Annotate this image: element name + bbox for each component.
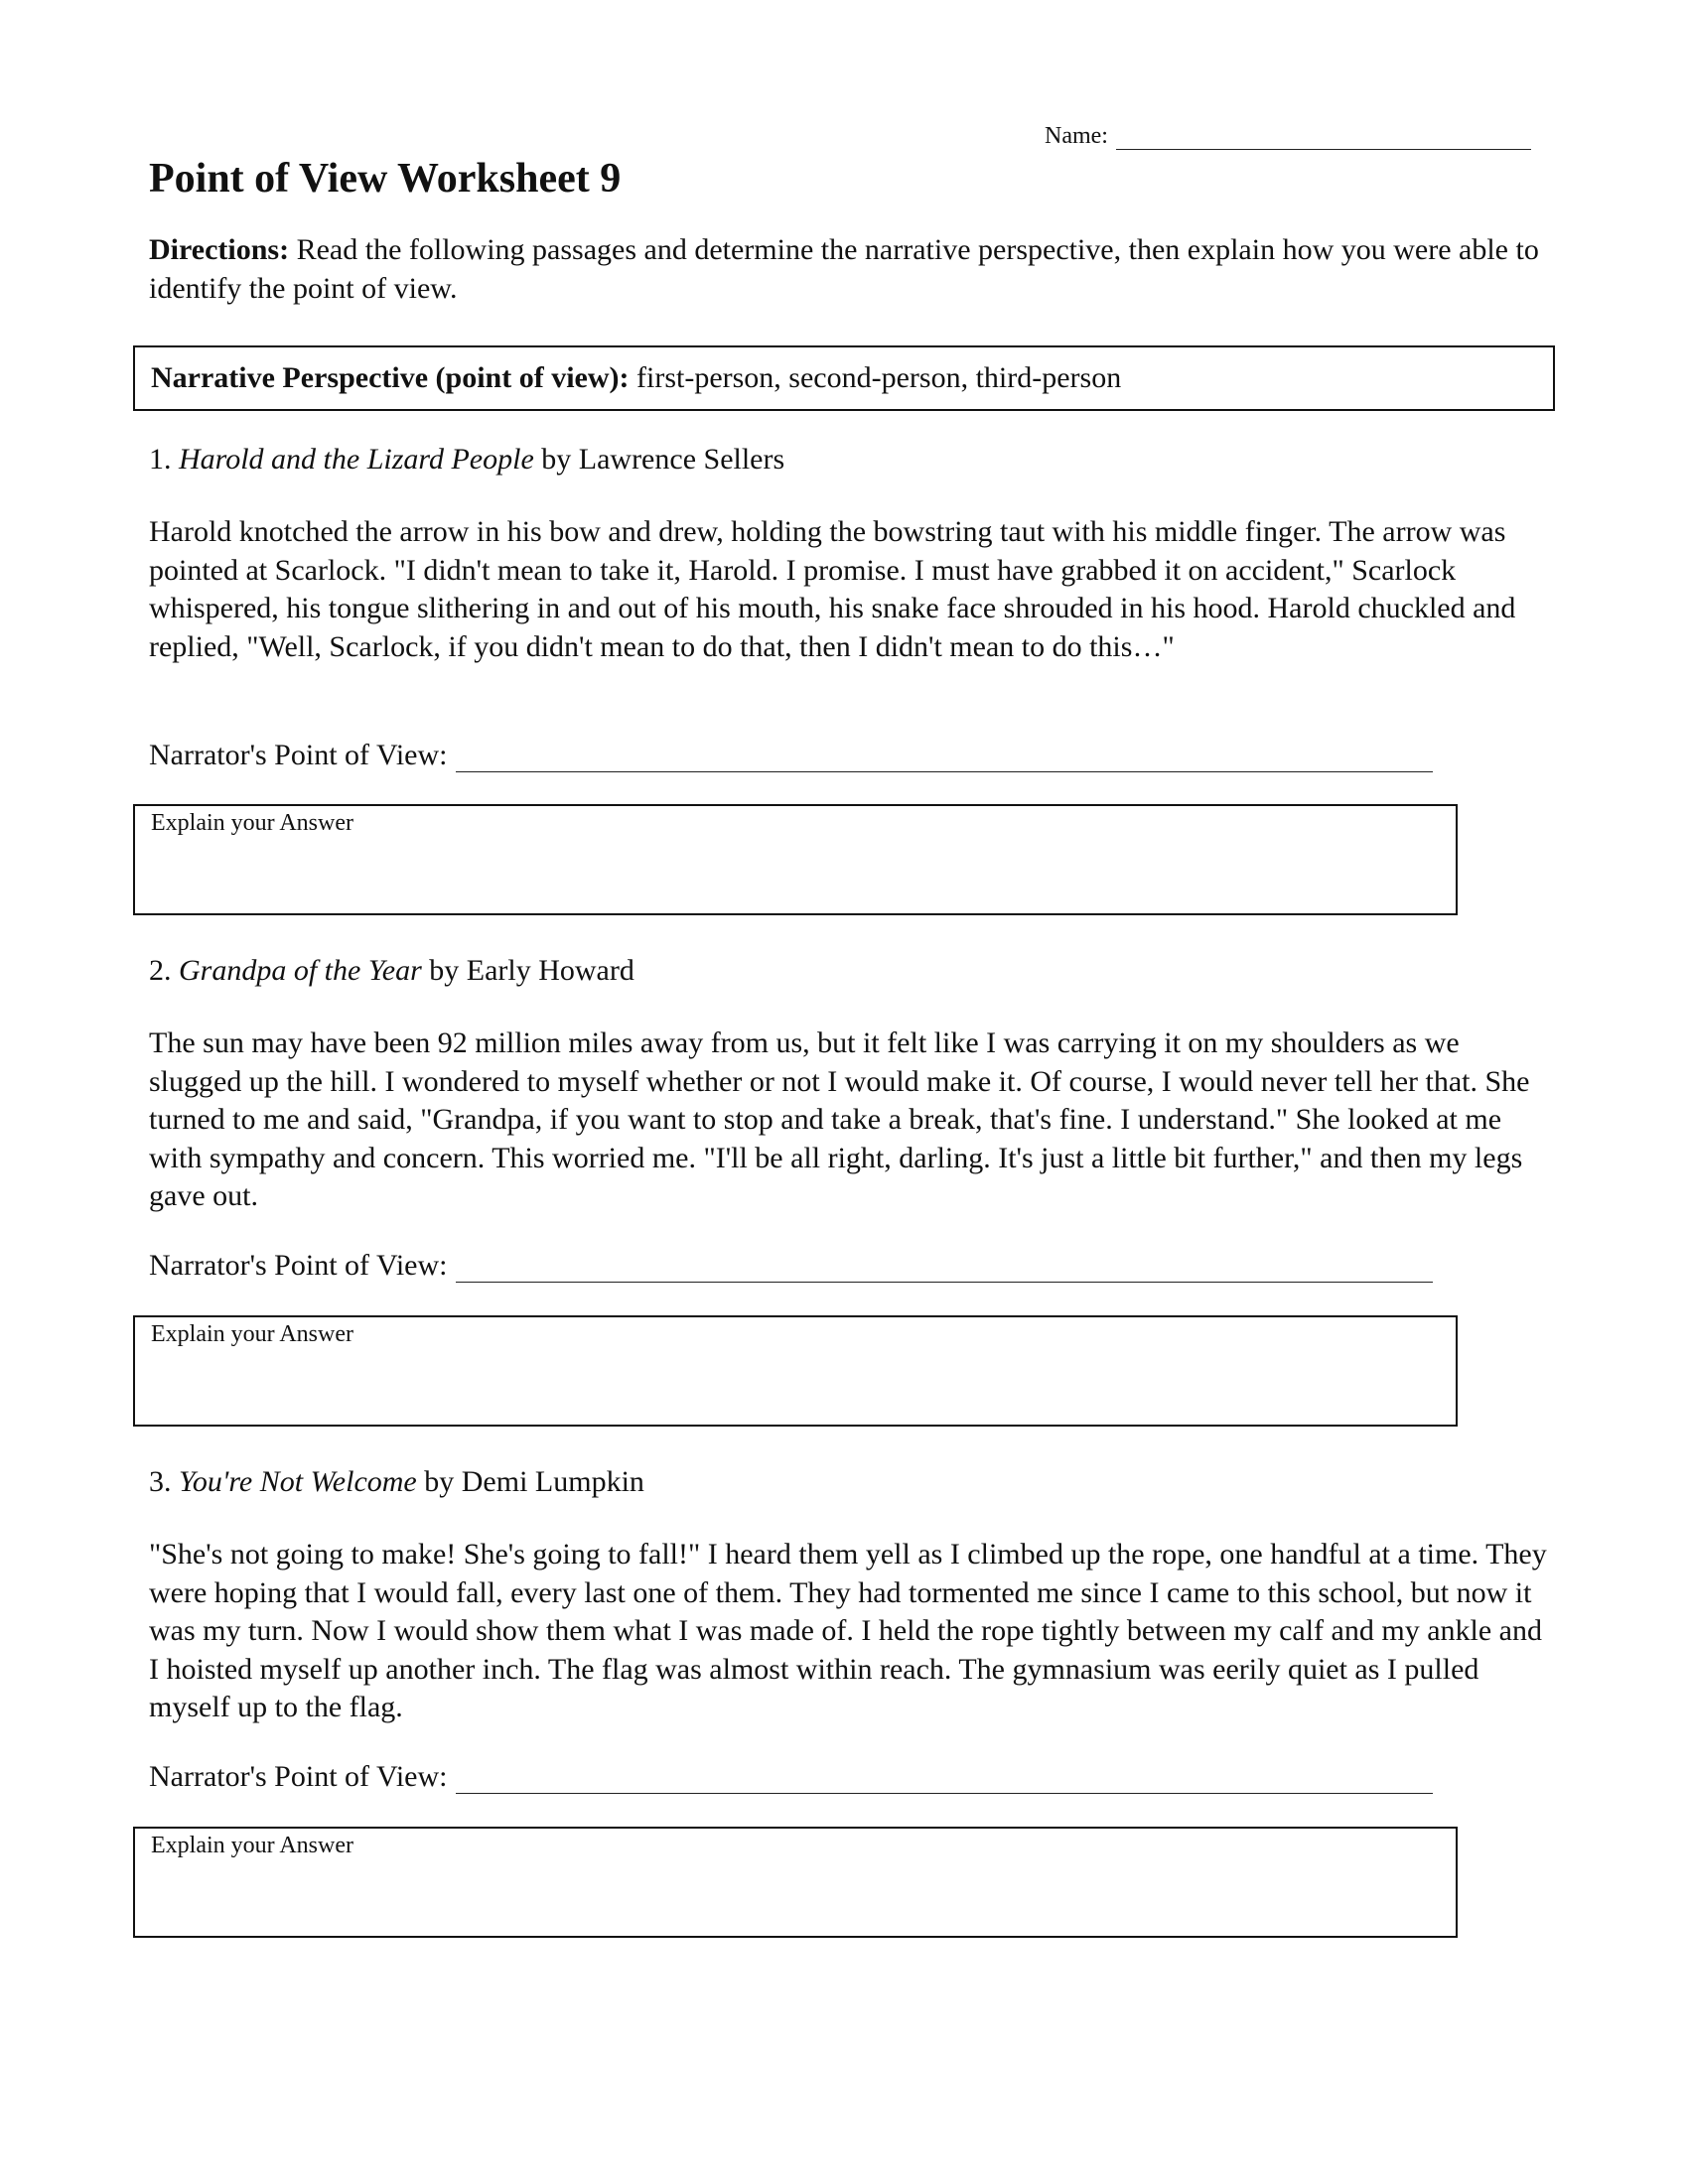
directions-text: Read the following passages and determine the narrative perspective, then explain how you were able to identify the point of view. <box>149 233 1539 305</box>
passage-title: You're Not Welcome <box>179 1465 417 1498</box>
question-number: 1. <box>149 443 179 476</box>
question-1-explain-box[interactable] <box>133 804 1458 915</box>
pov-answer-line[interactable] <box>456 1252 1433 1283</box>
directions-paragraph <box>149 230 1539 308</box>
name-label: Name: <box>1045 123 1108 149</box>
worksheet-title: Point of View Worksheet 9 <box>149 156 622 202</box>
narrative-perspective-box <box>133 345 1555 411</box>
question-3-heading <box>149 1465 644 1499</box>
passage-author: by Lawrence Sellers <box>533 443 785 476</box>
explain-label: Explain your Answer <box>151 1833 353 1858</box>
pov-label: Narrator's Point of View: <box>149 1760 448 1793</box>
name-field-row <box>1045 123 1531 150</box>
pov-answer-line[interactable] <box>456 742 1433 772</box>
name-blank-line[interactable] <box>1116 123 1531 150</box>
passage-title: Grandpa of the Year <box>179 954 422 987</box>
passage-author: by Demi Lumpkin <box>416 1465 644 1498</box>
perspective-options: first-person, second-person, third-person <box>629 361 1122 394</box>
perspective-label: Narrative Perspective (point of view): <box>151 361 630 394</box>
question-2-explain-box[interactable] <box>133 1315 1458 1427</box>
question-3-passage: "She's not going to make! She's going to fall!" I heard them yell as I climbed up the rope, one handful at a time. They were hoping that I would fall, every last one of them. They had tormented me since I came to this school, but now it was my turn. Now I would show them what I was made of. I held the rope tightly between my calf and my ankle and I hoisted myself up another inch. The flag was almost within reach. The gymnasium was eerily quiet as I pulled myself up to the flag. <box>149 1538 1547 1723</box>
question-number: 3. <box>149 1465 179 1498</box>
question-1-heading <box>149 443 784 477</box>
pov-answer-line[interactable] <box>456 1763 1433 1794</box>
question-1-passage: Harold knotched the arrow in his bow and drew, holding the bowstring taut with his middle finger. The arrow was pointed at Scarlock. "I didn't mean to take it, Harold. I promise. I must have grabbed it on accident," Scarlock whispered, his tongue slithering in and out of his mouth, his snake face shrouded in his hood. Harold chuckled and replied, "Well, Scarlock, if you didn't mean to do that, then I didn't mean to do this…" <box>149 515 1516 663</box>
question-3-pov-row <box>149 1760 1433 1794</box>
question-2-pov-row <box>149 1249 1433 1283</box>
explain-label: Explain your Answer <box>151 810 353 836</box>
question-1-pov-row <box>149 739 1433 772</box>
question-number: 2. <box>149 954 179 987</box>
directions-label: Directions: <box>149 233 290 266</box>
explain-label: Explain your Answer <box>151 1321 353 1347</box>
pov-label: Narrator's Point of View: <box>149 1249 448 1282</box>
passage-title: Harold and the Lizard People <box>179 443 534 476</box>
question-2-heading <box>149 954 634 988</box>
question-3-explain-box[interactable] <box>133 1827 1458 1938</box>
question-2-passage: The sun may have been 92 million miles away from us, but it felt like I was carrying it on my shoulders as we slugged up the hill. I wondered to myself whether or not I would make it. Of course, I would never tell her that. She turned to me and said, "Grandpa, if you want to stop and take a break, that's fine. I understand." She looked at me with sympathy and concern. This worried me. "I'll be all right, darling. It's just a little bit further," and then my legs gave out. <box>149 1026 1530 1212</box>
pov-label: Narrator's Point of View: <box>149 739 448 771</box>
passage-author: by Early Howard <box>421 954 634 987</box>
